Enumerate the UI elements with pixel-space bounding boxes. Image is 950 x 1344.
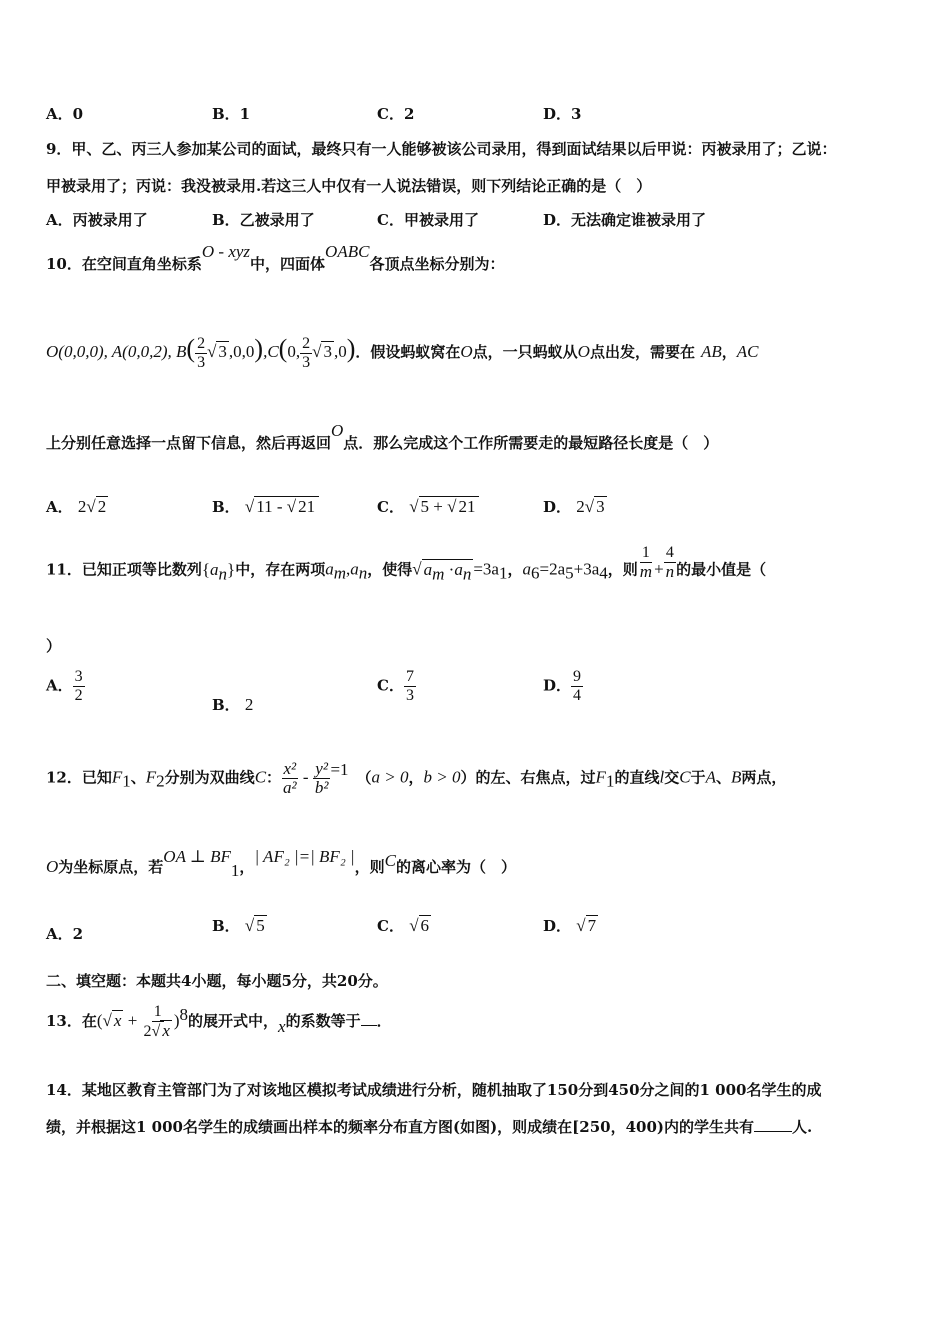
option-value: 2	[244, 695, 254, 714]
q9-stem-line1: 9．甲、乙、丙三人参加某公司的面试，最终只有一人能够被该公司录用，得到面试结果以后甲说：丙被录用了；乙说：	[46, 140, 837, 158]
option-label: D．	[543, 676, 572, 695]
q13-variable: x	[278, 1017, 286, 1036]
q10-text: 各顶点坐标分别为：	[369, 255, 505, 273]
option-label: D．	[543, 498, 572, 516]
subscript: n	[218, 563, 228, 583]
subscript: 1	[498, 563, 508, 583]
radicand: 21	[458, 497, 476, 516]
q12-text: 两点，	[741, 768, 787, 787]
q11-equation: +3a	[573, 559, 600, 579]
q11-equation: =3a	[473, 559, 499, 579]
q8-option-c: C．2	[377, 105, 415, 123]
q12-stem-line2	[46, 847, 517, 881]
option-label: C．	[377, 917, 404, 935]
q11-option-b	[212, 694, 253, 715]
paren: )	[173, 1011, 180, 1030]
q12-option-b: B． √ 5	[212, 916, 265, 935]
q14-text: 绩，并根据这1 000名学生的成绩画出样本的频率分布直方图(如图)，则成绩在[250，400)内的学生共有	[46, 1118, 754, 1136]
plus-sign: +	[123, 1011, 142, 1030]
frac-num: y²	[315, 759, 328, 778]
option-value: 2	[77, 497, 87, 516]
q12-text: ）的左、右焦点，过	[460, 768, 596, 787]
radicand: 5	[256, 916, 265, 935]
frac-den: 2	[74, 687, 83, 704]
option-label: C．	[377, 498, 404, 516]
q10-coords-c: ,C	[263, 342, 279, 361]
q11-text: 11．已知正项等比数列	[46, 560, 202, 579]
q10-text: ．假设蚂蚁窝在	[355, 343, 461, 361]
q11-text: 中，存在两项	[235, 560, 326, 579]
q10-option-a: A． 2√ 2	[46, 497, 107, 516]
q8-option-b: B．1	[212, 105, 251, 123]
plus-sign: +	[654, 559, 664, 579]
q10-text: ，	[721, 343, 737, 361]
q11-sequence: a	[210, 559, 219, 579]
q12-text: ，	[239, 858, 255, 876]
q10-point-o: O	[460, 342, 473, 361]
subscript: n	[358, 563, 368, 583]
q11-option-c	[377, 668, 416, 705]
q8-option-a: A．0	[46, 105, 84, 123]
frac-num: 1	[641, 544, 650, 561]
q12-point-b: B	[730, 767, 742, 787]
q9-option-c: C．甲被录用了	[377, 211, 479, 229]
q9-option-b: B．乙被录用了	[212, 211, 315, 229]
q12-abs-equation: | AF₂ |=| BF₂ |	[254, 847, 355, 866]
frac-den: b²	[314, 778, 329, 797]
radicand: 5 +	[420, 497, 448, 516]
q12-text: ，	[408, 768, 424, 787]
q12-stem-line1	[46, 760, 786, 797]
q11-stem-line2: ）	[46, 637, 62, 655]
q13-text: 的系数等于	[285, 1012, 361, 1030]
q10-text: 点出发，需要在	[589, 343, 695, 361]
radicand: 21	[298, 497, 316, 516]
q12-line-l: l	[659, 767, 665, 787]
subscript: 5	[565, 563, 574, 583]
q10-coordinates-line: O(0,0,0), A(0,0,2), B( $\frac{2}{3}$ √ 3 ,0,0),C(0, $\frac{2}{3}$ √ 3 ,0)．假设蚂蚁窝在O点，一只蚂蚁从O点出发，需要在 AB，AC	[46, 334, 759, 371]
frac-num: 9	[573, 668, 582, 685]
frac-den: a²	[283, 778, 297, 797]
q12-perpendicular: OA ⊥ BF	[163, 847, 231, 866]
q10-coords-oab: O(0,0,0), A(0,0,2), B	[46, 342, 187, 361]
frac-den: m	[639, 562, 653, 581]
q10-option-b: B． √ 11 - √ 21	[212, 496, 319, 517]
q10-text: 点，一只蚂蚁从	[472, 343, 578, 361]
subscript: 1	[605, 771, 615, 791]
q12-curve-c: C	[254, 767, 267, 787]
q13-stem: 13．在(√ x + $\frac{1}{2√ x}$ )$^8$的展开式中，x的系数等于 ．	[46, 1003, 392, 1040]
q9-option-d: D．无法确定谁被录用了	[543, 211, 707, 229]
q9-option-a: A．丙被录用了	[46, 211, 148, 229]
q14-text: 人.	[792, 1118, 813, 1136]
q13-text: 的展开式中，	[188, 1012, 279, 1030]
q10-stem-line1	[46, 242, 505, 274]
q10-option-d: D． 2√ 3	[543, 497, 605, 516]
q10-text: 10．在空间直角坐标系	[46, 255, 202, 273]
subscript: m	[333, 563, 347, 583]
frac-den: 2	[143, 1023, 152, 1040]
q12-option-d: D． √ 7	[543, 916, 597, 935]
q10-point-o: O	[331, 421, 344, 440]
q12-text: 、	[130, 768, 146, 787]
radicand: 2	[97, 497, 107, 516]
q12-point-a: A	[705, 767, 716, 787]
q10-frac-num: 2	[302, 334, 311, 352]
q10-point-o: O	[577, 342, 590, 361]
radicand: 3	[596, 497, 605, 516]
q10-tetrahedron: OABC	[325, 242, 370, 261]
q11-text: ，使得	[367, 560, 413, 579]
frac-num: 1	[153, 1003, 162, 1020]
q10-coordinate-system: O - xyz	[201, 242, 251, 261]
q10-radicand: 3	[323, 342, 332, 361]
q12-text: 的直线	[614, 768, 660, 787]
q9-stem-line2: 甲被录用了；丙说：我没被录用.若这三人中仅有一人说法错误，则下列结论正确的是（ ）	[46, 177, 652, 195]
subscript: 1	[230, 861, 240, 880]
q12-text: 分别为双曲线	[164, 768, 255, 787]
minus-sign: -	[298, 767, 313, 787]
option-label: D．	[543, 917, 572, 935]
q10-option-c: C． √ 5 + √ 21	[377, 496, 479, 517]
q12-origin-o: O	[46, 857, 59, 876]
q10-segment-ac: AC	[736, 342, 759, 361]
answer-blank[interactable]	[361, 1025, 377, 1026]
q12-condition-b: b > 0	[423, 767, 461, 787]
q12-focus-f1: F	[595, 767, 606, 787]
frac-den: 3	[405, 687, 414, 704]
q13-text: 13．在	[46, 1012, 97, 1030]
q10-text: 点．那么完成这个工作所需要走的最短路径长度是（ ）	[343, 434, 719, 452]
q12-text: 交	[664, 768, 680, 787]
radicand: 6	[420, 916, 430, 935]
radicand: 11 -	[256, 497, 287, 516]
exponent: 8	[179, 1005, 189, 1024]
q12-text: ，则	[354, 858, 385, 876]
q11-text: ，则	[607, 560, 638, 579]
option-label: A．	[46, 498, 73, 516]
q10-stem-line3	[46, 421, 719, 453]
q11-option-d	[543, 668, 583, 705]
q12-text: 为坐标原点，若	[58, 858, 164, 876]
subscript: 4	[599, 563, 608, 583]
q10-segment-ab: AB	[700, 342, 722, 361]
q12-curve-c: C	[384, 851, 397, 870]
subscript: 1	[122, 771, 131, 791]
option-value: 2	[576, 497, 585, 516]
q12-text: 于	[690, 768, 706, 787]
frac-num: 7	[405, 668, 414, 685]
q11-equation: =2a	[539, 559, 566, 579]
q13-text: ．	[376, 1012, 392, 1030]
frac-num: x²	[283, 759, 297, 778]
frac-den: 4	[573, 687, 582, 704]
frac-num: 3	[74, 668, 83, 685]
option-label: B．	[212, 917, 240, 935]
q8-option-d: D．3	[543, 105, 582, 123]
q12-focus-f1: F	[111, 767, 123, 787]
q11-term: a	[522, 559, 531, 579]
q10-coords-c-rest: ,0	[333, 342, 347, 361]
q10-frac-den: 3	[197, 353, 206, 371]
option-label: B．	[212, 498, 240, 516]
q11-stem-line1: 11．已知正项等比数列$\{a_n\}$中，存在两项$a_m,a_n$，使得√ $a_m \cdot a_n =3a_1$，$a_6=2a_5+3a_4$，则 $\frac{1}{m}$ + $\frac{4}{n}$ 的最小值是（	[46, 544, 767, 583]
subscript: m	[432, 563, 445, 583]
answer-blank[interactable]	[754, 1131, 792, 1132]
q10-radicand: 3	[218, 342, 227, 361]
frac-num: 4	[665, 544, 674, 561]
q14-stem-line1: 14．某地区教育主管部门为了对该地区模拟考试成绩进行分析，随机抽取了150分到450分之间的1 000名学生的成	[46, 1081, 822, 1099]
subscript: n	[462, 563, 472, 583]
q12-option-c: C． √ 6	[377, 916, 430, 935]
q10-text: 上分别任意选择一点留下信息，然后再返回	[46, 434, 332, 452]
q11-term-an: a	[350, 559, 359, 579]
q11-text: 的最小值是（	[676, 560, 767, 579]
paren: (	[96, 1011, 103, 1030]
frac-den: n	[665, 562, 675, 581]
q12-text: 的离心率为（ ）	[396, 858, 517, 876]
q14-stem-line2	[46, 1116, 812, 1137]
q12-focus-f2: F	[145, 767, 157, 787]
q12-text: ：	[266, 768, 282, 787]
q12-curve-c: C	[679, 767, 691, 787]
radicand: 7	[587, 916, 597, 935]
option-label: B．	[212, 696, 240, 714]
q10-text: 中，四面体	[250, 255, 326, 273]
section-heading: 二、填空题：本题共4小题，每小题5分，共20分。	[46, 972, 388, 990]
option-label: A．	[46, 676, 73, 695]
radicand: x	[162, 1021, 170, 1040]
q12-text: 、	[715, 768, 731, 787]
q12-option-a: A．2	[46, 925, 84, 943]
option-label: C．	[377, 676, 404, 695]
q11-term: a	[423, 559, 433, 579]
q12-text: （	[356, 768, 372, 787]
q12-condition-a: a > 0	[371, 767, 409, 787]
subscript: 2	[156, 771, 165, 791]
q12-equation: =1	[330, 759, 349, 779]
q10-frac-num: 2	[197, 334, 206, 352]
q11-option-a	[46, 668, 85, 705]
q11-term: a	[454, 559, 463, 579]
q10-coords-b-rest: ,0,0	[228, 342, 255, 361]
radicand: x	[113, 1011, 122, 1030]
q11-term-am: a	[325, 559, 334, 579]
q10-frac-den: 3	[302, 353, 311, 371]
q12-text: 12．已知	[46, 768, 112, 787]
q10-coords-c-zero: 0,	[287, 342, 301, 361]
subscript: 6	[530, 563, 540, 583]
